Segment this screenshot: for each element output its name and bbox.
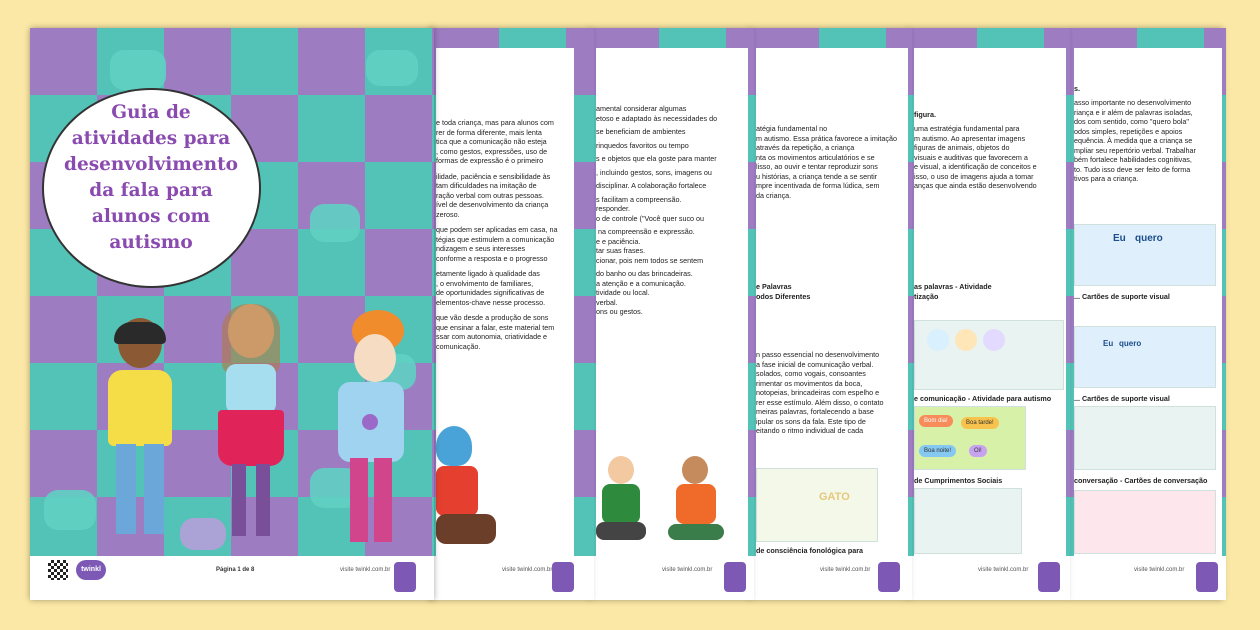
greeting-3: Oi! xyxy=(969,445,987,457)
page5-caption-1: as palavras - Atividade tização xyxy=(914,282,992,301)
cover-page xyxy=(30,28,434,600)
title-line-3: desenvolvimento xyxy=(64,154,238,175)
title-line-4: da fala para xyxy=(89,180,213,201)
card-word-eu-2: Eu xyxy=(1103,339,1114,348)
cover-site[interactable]: visite twinkl.com.br xyxy=(340,567,391,573)
page3-line: tividade ou local. xyxy=(596,288,650,297)
illustration-girl-waving xyxy=(200,304,300,554)
page3-line: disciplinar. A colaboração fortalece xyxy=(596,181,707,190)
page3-badge xyxy=(724,562,746,592)
page-3 xyxy=(592,28,754,600)
page-5 xyxy=(910,28,1070,600)
title-line-2: atividades para xyxy=(71,128,231,149)
page5-site[interactable]: visite twinkl.com.br xyxy=(978,567,1029,573)
page3-line: e e paciência. xyxy=(596,236,641,246)
illustration-girl-hijab xyxy=(436,426,496,552)
illustration-girl-curly-hair xyxy=(332,318,412,558)
page2-badge xyxy=(552,562,574,592)
page5-heading: figura. xyxy=(914,110,936,119)
page4-intro: atégia fundamental no m autismo. Essa prática favorece a imitação através da repetição, a criança nta os movimentos articulatórios e se lisso, ao ouvir e tentar reproduzir sons u histórias, a criança tende a se sentir mpre incentivada de forma lúdica, sem da criança. xyxy=(756,124,898,200)
page4-badge xyxy=(878,562,900,592)
page3-line: na compreensão e expressão. xyxy=(596,227,695,236)
page6-caption-3: conversação - Cartões de conversação xyxy=(1074,476,1208,485)
page3-line: a atenção e a comunicação. xyxy=(596,278,686,288)
page3-line: amental considerar algumas xyxy=(596,104,687,113)
page3-line: rinquedos favoritos ou tempo xyxy=(596,140,689,150)
page4-card-1 xyxy=(756,468,878,542)
page3-line: etoso e adaptado às necessidades do xyxy=(596,113,718,123)
page5-card-3 xyxy=(914,488,1022,554)
page2-paragraph: ilidade, paciência e sensibilidade às tam dificuldades na imitação de ração verbal com outras pessoas. ível de desenvolvimento da criança zeroso. xyxy=(436,171,551,219)
page5-caption-2: e comunicação - Atividade para autismo xyxy=(914,394,1052,403)
page6-caption-2: ... Cartões de suporte visual xyxy=(1074,394,1170,403)
cover-badge xyxy=(394,562,416,592)
card-word-eu: Eu xyxy=(1113,233,1126,244)
page5-badge xyxy=(1038,562,1060,592)
cover-title xyxy=(58,100,244,256)
page-4 xyxy=(752,28,912,600)
title-line-6: autismo xyxy=(109,232,193,253)
page3-line: verbal. xyxy=(596,297,618,307)
page2-site[interactable]: visite twinkl.com.br xyxy=(502,567,553,573)
page3-line: s e objetos que ela goste para manter xyxy=(596,154,717,163)
page6-caption-1: ... Cartões de suporte visual xyxy=(1074,292,1170,301)
page-label: Página 1 de 8 xyxy=(216,567,255,573)
page3-line: s facilitam a compreensão. xyxy=(596,194,682,204)
page3-line: ons ou gestos. xyxy=(596,307,643,316)
chat-bubble-decoration xyxy=(44,490,96,530)
page3-line: se beneficiam de ambientes xyxy=(596,127,686,136)
page3-line: tar suas frases. xyxy=(596,246,646,255)
page5-card-1 xyxy=(914,320,1064,390)
page4-site[interactable]: visite twinkl.com.br xyxy=(820,567,871,573)
page3-site[interactable]: visite twinkl.com.br xyxy=(662,567,713,573)
page6-heading: s. xyxy=(1074,84,1080,93)
page2-paragraphs xyxy=(436,118,576,357)
greeting-1: Boa tarde! xyxy=(961,417,999,429)
page3-line: responder. xyxy=(596,204,630,213)
page2-paragraph: e toda criança, mas para alunos com rer de forma diferente, mais lenta tica que a comunicação não esteja , como gestos, expressões, uso de formas de expressão é o primeiro xyxy=(436,118,554,165)
page6-card-2 xyxy=(1074,326,1216,388)
page6-badge xyxy=(1196,562,1218,592)
page3-line: do banho ou das brincadeiras. xyxy=(596,269,693,278)
page2-paragraph: que vão desde a produção de sons que ensinar a falar, este material tem ssar com autonomia, criatividade e comunicação. xyxy=(436,313,555,351)
page3-line: , incluindo gestos, sons, imagens ou xyxy=(596,167,712,177)
greeting-2: Boa noite! xyxy=(919,445,956,457)
page4-caption-1: e Palavras odos Diferentes xyxy=(756,282,811,301)
page3-line: cionar, pois nem todos se sentem xyxy=(596,255,704,265)
page5-caption-3: de Cumprimentos Sociais xyxy=(914,476,1003,485)
illustration-boy-sitting xyxy=(668,456,724,556)
qr-code xyxy=(48,560,68,580)
chat-bubble-decoration xyxy=(110,50,166,90)
card-word-quero-2: quero xyxy=(1119,339,1142,348)
card-word-quero: quero xyxy=(1135,233,1163,244)
twinkl-logo xyxy=(76,560,106,580)
chat-bubble-decoration xyxy=(310,204,360,242)
illustration-girl-glasses xyxy=(596,456,646,556)
page6-card-3 xyxy=(1074,406,1216,470)
page3-line: o de controle ("Você quer suco ou xyxy=(596,213,705,223)
twinkl-logo-text: twinkl xyxy=(81,566,101,573)
page2-paragraph: etamente ligado à qualidade das , o envolvimento de familiares, de oportunidades significativas de elementos-chave nesse processo. xyxy=(436,269,546,307)
card-word-gato: GATO xyxy=(819,491,850,503)
chat-bubble-decoration xyxy=(366,50,418,86)
page6-intro: asso importante no desenvolvimento riança e ir além de palavras isoladas, dos com sentido, como "quero bola" odos simples, repetições e apoios equência. À medida que a criança se mpliar seu repertório verbal. Trabalhar bém fortalece habilidades cognitivas, to. Tudo isso deve ser feito de forma tivos para a criança. xyxy=(1074,98,1196,183)
greeting-0: Bom dia! xyxy=(919,415,953,427)
page3-lines xyxy=(596,104,746,317)
page6-card-4 xyxy=(1074,490,1216,554)
page6-card-1 xyxy=(1074,224,1216,286)
page-2 xyxy=(432,28,594,600)
title-line-5: alunos com xyxy=(91,206,211,227)
page-6 xyxy=(1070,28,1226,600)
page2-paragraph: que podem ser aplicadas em casa, na tégias que estimulem a comunicação ndizagem e seus interesses conforme a resposta e o progresso xyxy=(436,225,558,263)
page5-card-2 xyxy=(914,406,1026,470)
illustration-boy-arms-crossed xyxy=(108,318,178,548)
page6-site[interactable]: visite twinkl.com.br xyxy=(1134,567,1185,573)
page5-intro: uma estratégia fundamental para m autismo. Ao apresentar imagens figuras de animais, objetos do visuais e auditivas que favorecem a e visual, a identificação de conceitos e isso, o uso de imagens ajuda a tomar anças que ainda estão desenvolvendo xyxy=(914,124,1037,190)
page4-caption-2: de consciência fonológica para xyxy=(756,546,864,555)
page4-body-2: n passo essencial no desenvolvimento a fase inicial de comunicação verbal. solados, como vogais, consoantes rimentar os movimentos da boca, notopeias, brincadeiras com espelho e rer esse estímulo. Além disso, o contato meiras palavras, fortalecendo a base ipular os sons da fala. Este tipo de eitando o ritmo individual de cada xyxy=(756,350,884,435)
title-line-1: Guia de xyxy=(111,102,191,123)
